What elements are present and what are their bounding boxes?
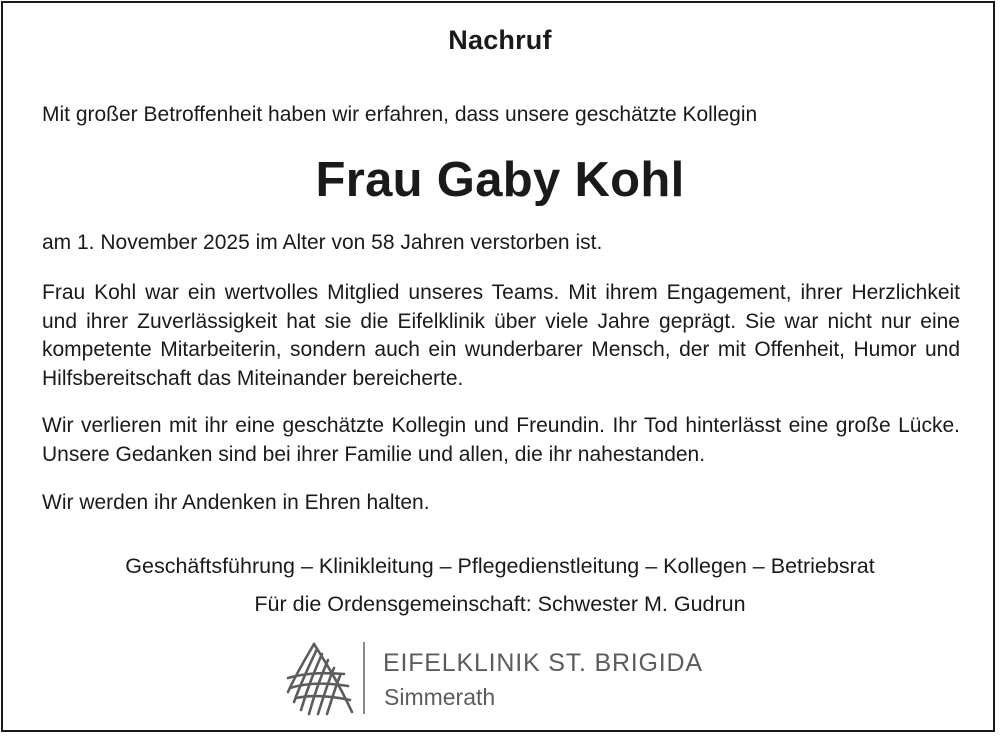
condolence-paragraph [42,412,960,469]
signoff-order: Für die Ordensgemeinschaft: Schwester M. Gudrun [254,592,746,616]
clinic-logo [284,640,724,718]
stylized-figure-icon [284,640,356,716]
death-date-line: am 1. November 2025 im Alter von 58 Jahren verstorben ist. [42,231,603,254]
signoff-departments: Geschäftsführung – Klinikleitung – Pflegedienstleitung – Kollegen – Betriebsrat [125,554,875,578]
closing-line: Wir werden ihr Andenken in Ehren halten. [42,491,430,514]
tribute-paragraph [42,279,960,393]
logo-divider [363,642,365,714]
intro-text: Mit großer Betroffenheit haben wir erfahren, dass unsere geschätzte Kollegin [42,103,758,126]
condolence-paragraph-text: Wir verlieren mit ihr eine geschätzte Kollegin und Freundin. Ihr Tod hinterlässt eine große Lücke. Unsere Gedanken sind bei ihrer Familie und allen, die ihr nahestanden. [42,414,960,466]
clinic-name: EIFELKLINIK ST. BRIGIDA [383,649,703,677]
deceased-name: Frau Gaby Kohl [315,153,685,207]
notice-heading: Nachruf [448,25,552,55]
tribute-paragraph-text: Frau Kohl war ein wertvolles Mitglied unseres Teams. Mit ihrem Engagement, ihrer Herzlichkeit und ihrer Zuverlässigkeit hat sie die Eifelklinik über viele Jahre geprägt. Sie war nicht nur eine kompetente Mitarbeiterin, sondern auch ein wunderbarer Mensch, der mit Offenheit, Humor und Hilfsbereitschaft das Miteinander bereicherte. [42,281,960,390]
clinic-city: Simmerath [384,684,496,710]
